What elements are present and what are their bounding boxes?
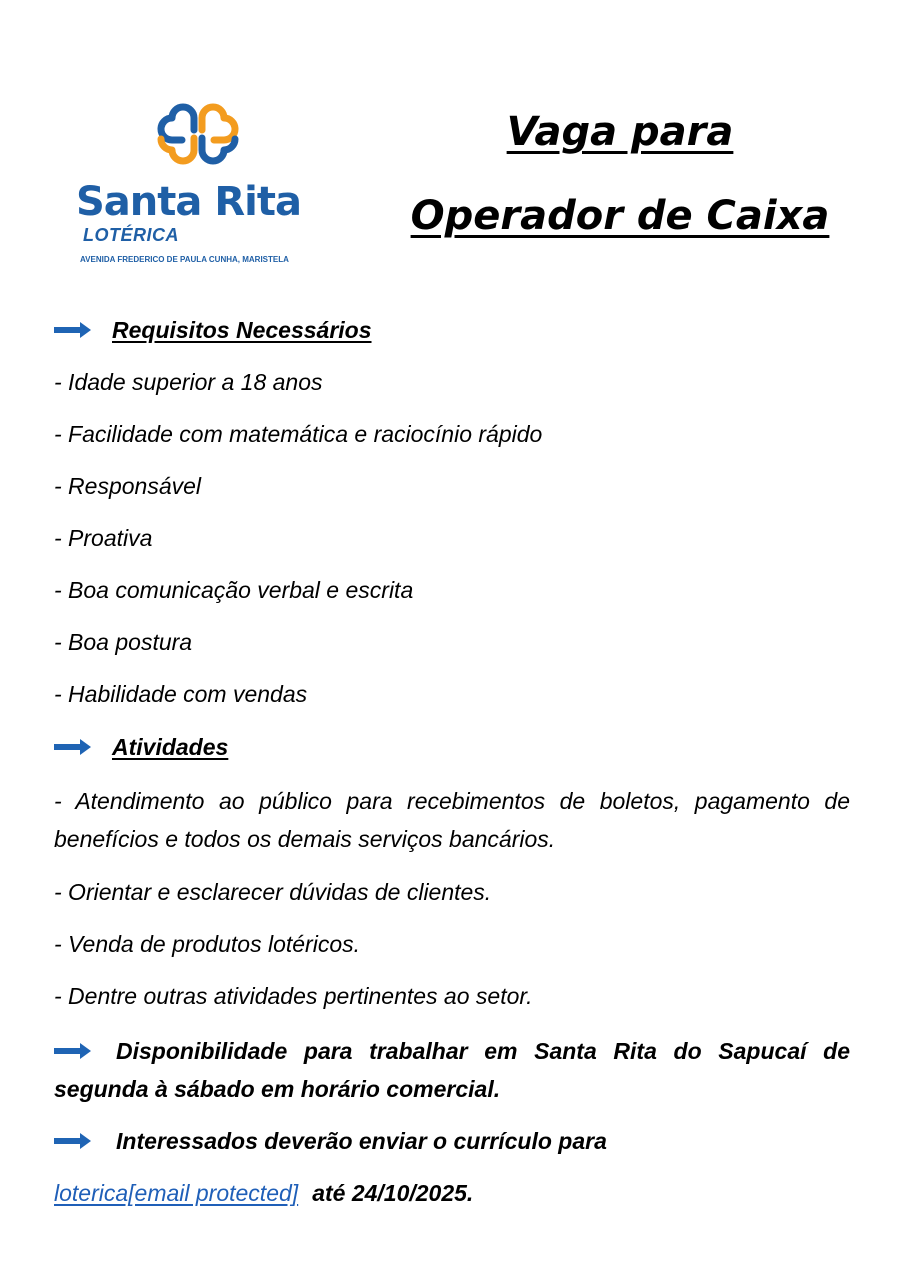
title-line-1: Vaga para — [506, 109, 734, 155]
activities-heading-label: Atividades — [112, 734, 229, 760]
requirements-heading-label: Requisitos Necessários — [112, 317, 372, 343]
requirement-item: - Boa comunicação verbal e escrita — [54, 577, 414, 603]
activity-item: - Venda de produtos lotéricos. — [54, 931, 360, 957]
right-arrow-icon — [54, 737, 92, 757]
requirements-heading — [54, 312, 372, 348]
activity-item: - Dentre outras atividades pertinentes ao setor. — [54, 983, 533, 1009]
logo-name: Santa Rita — [76, 179, 301, 225]
apply-text: Interessados deverão enviar o currículo para — [116, 1128, 607, 1154]
activity-paragraph: - Atendimento ao público para recebimentos de boletos, pagamento de benefícios e todos os demais serviços bancários. — [54, 788, 850, 852]
company-logo — [76, 84, 340, 270]
clover-hearts-icon — [148, 84, 248, 184]
logo-subtitle: LOTÉRICA — [83, 225, 179, 245]
right-arrow-icon — [54, 1041, 92, 1061]
requirement-item: - Proativa — [54, 525, 153, 551]
activities-heading — [54, 729, 228, 765]
email-link[interactable]: loterica[email protected] — [54, 1180, 299, 1206]
requirement-item: - Boa postura — [54, 629, 193, 655]
logo-address: AVENIDA FREDERICO DE PAULA CUNHA, MARISTELA — [80, 255, 289, 264]
activity-item: - Orientar e esclarecer dúvidas de clientes. — [54, 879, 492, 905]
right-arrow-icon — [54, 320, 92, 340]
availability-text: Disponibilidade para trabalhar em Santa Rita do Sapucaí de segunda à sábado em horário comercial. — [54, 1038, 850, 1102]
requirement-item: - Facilidade com matemática e raciocínio rápido — [54, 421, 543, 447]
title-line-2: Operador de Caixa — [410, 193, 830, 239]
apply-contact-line — [54, 1175, 473, 1211]
requirement-item: - Responsável — [54, 473, 202, 499]
requirement-item: - Idade superior a 18 anos — [54, 369, 323, 395]
deadline-text: até 24/10/2025. — [312, 1180, 474, 1206]
requirement-item: - Habilidade com vendas — [54, 681, 308, 707]
availability-paragraph — [54, 1032, 850, 1108]
apply-paragraph — [54, 1122, 850, 1160]
right-arrow-icon — [54, 1131, 92, 1151]
